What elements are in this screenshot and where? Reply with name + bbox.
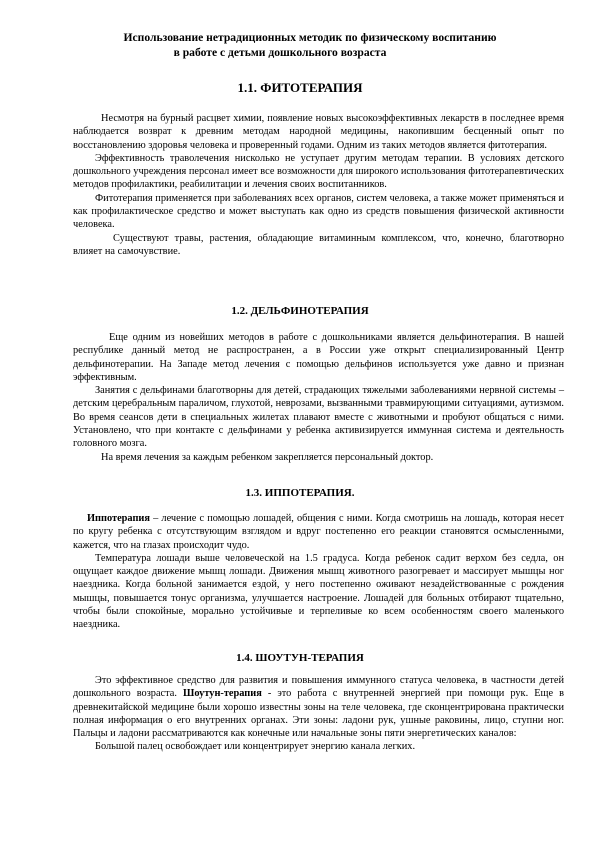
paragraph: Фитотерапия применяется при заболеваниях всех органов, систем человека, а также может применяться и как профилактическое средство и может выступать как одно из средств повышения физической активности человека. <box>73 192 564 231</box>
paragraph-text: Это эффективное средство для развития и повышения иммунного статуса человека, в частности детей дошкольного возраста. <box>73 675 564 700</box>
title-line-2: в работе с детьми дошкольного возраста <box>173 46 387 59</box>
paragraph: Несмотря на бурный расцвет химии, появление новых высокоэффективных лекарств в последнее время наблюдается возврат к древним методам народной медицины, накопившим бесценный опыт по восстановлению здоровья человека и проверенный годами. Одним из таких методов является фитотерапия. <box>73 113 564 151</box>
section-heading-phytotherapy: 1.1. ФИТОТЕРАПИЯ <box>237 80 363 95</box>
title-line-1: Использование нетрадиционных методик по физическому воспитанию <box>123 31 497 44</box>
paragraph <box>73 674 564 740</box>
paragraph: Эффективность траволечения нисколько не уступает другим методам терапии. В условиях детского дошкольного учреждения персонал имеет все возможности для широкого использования фитотерапевтических методов профилактики, реабилитации и лечения своих воспитанников. <box>73 152 564 191</box>
section-shoutun-therapy <box>73 674 564 754</box>
paragraph: Существуют травы, растения, обладающие витаминным комплексом, что, конечно, благотворно влияет на самочувствие. <box>73 232 564 257</box>
section-dolphin-therapy <box>73 331 564 464</box>
section-heading-dolphin-therapy: 1.2. ДЕЛЬФИНОТЕРАПИЯ <box>231 305 369 317</box>
section-hippotherapy <box>73 512 564 632</box>
paragraph: Температура лошади выше человеческой на 1.5 градуса. Когда ребенок садит верхом без седла, он ощущает каждое движение мышц лошади. Движения мышц животного разогревает и массирует мышцы ног наездника. Когда больной занимается ездой, у него постепенно оживают незадействованные с рождения мышцы, повышается тонус организма, улучшается настроение. Лошадей для больных отбирают тщательно, чтобы были спокойные, морально устойчивые и терпеливые ко всем особенностям своего маленького наездника. <box>73 552 564 631</box>
section-phytotherapy <box>73 112 564 258</box>
paragraph: На время лечения за каждым ребенком закрепляется персональный доктор. <box>101 451 434 463</box>
bold-term: Шоутун-терапия <box>183 688 262 700</box>
paragraph: Еще одним из новейших методов в работе с дошкольниками является дельфинотерапия. В нашей республике данный метод не распространен, а в России уже открыт специализированный Центр дельфинотерапии. На Западе метод лечения с помощью дельфинов используется уже давно и признан эффективным. <box>73 332 564 383</box>
paragraph: Большой палец освобождает или концентрирует энергию канала легких. <box>95 741 416 753</box>
section-heading-hippotherapy: 1.3. ИППОТЕРАПИЯ. <box>245 487 355 499</box>
section-heading-shoutun-therapy: 1.4. ШОУТУН-ТЕРАПИЯ <box>236 652 364 664</box>
paragraph-text: – лечение с помощью лошадей, общения с ними. Когда смотришь на лошадь, которая несет по кругу ребенка с отсутствующим взглядом и вдруг постепенно его реакции становятся осмысленными, кажется, что на глазах происходит чудо. <box>73 513 564 551</box>
paragraph: Занятия с дельфинами благотворны для детей, страдающих тяжелыми заболеваниями нервной системы – детским церебральным параличом, глухотой, неврозами, вызванными травмирующими ситуациями, аутизмом. Во время сеансов дети в специальных жилетах плавают вместе с животными и пробуют общаться с ними. Установлено, что при контакте с дельфинами у ребенка активизируется иммунная система и деятельность головного мозга. <box>73 385 564 450</box>
paragraph <box>73 512 564 552</box>
paragraph-text: - это работа с внутренней энергией при помощи рук. Еще в древнекитайской медицине были хорошо известны зоны на теле человека, где сконцентрирована практически полная информация о его внутренних органах. Эти зоны: ладони рук, ушные раковины, лицо, ступни ног. Пальцы и ладони рассматриваются как конечные или начальные зоны пяти энергетических каналов: <box>73 688 564 740</box>
bold-term: Иппотерапия <box>87 513 150 524</box>
document-title <box>60 30 560 60</box>
